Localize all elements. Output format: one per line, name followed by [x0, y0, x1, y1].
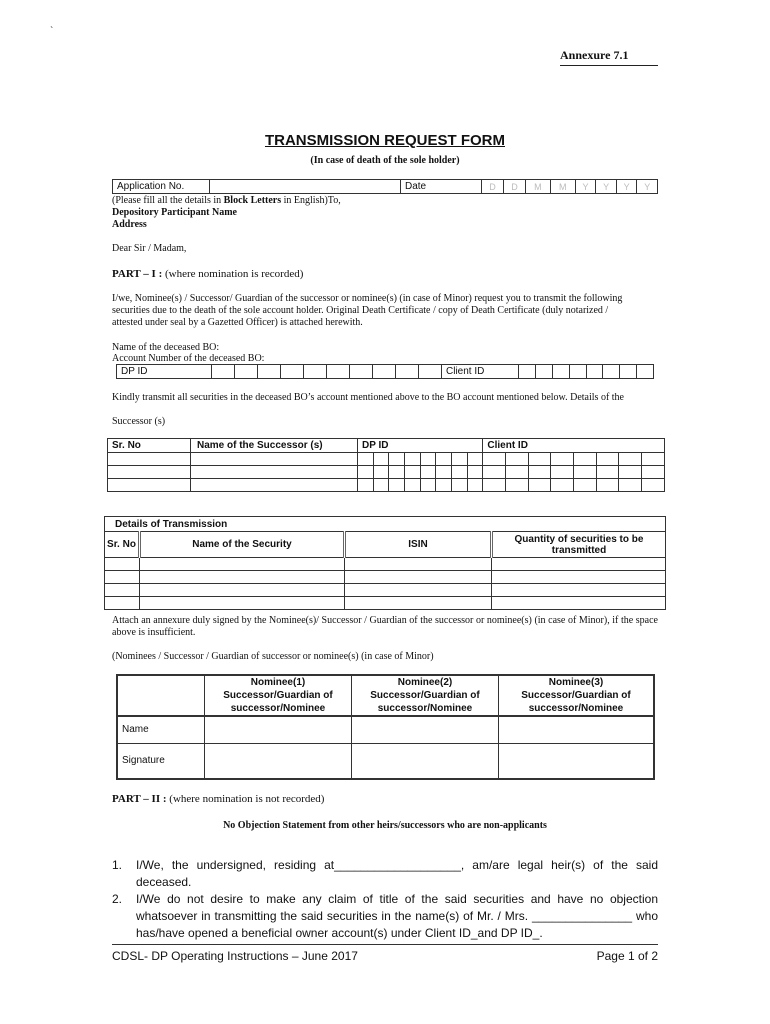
cell[interactable] — [436, 479, 452, 492]
table-row — [108, 466, 665, 479]
nominee1-header: Nominee(1) Successor/Guardian of successor/Nominee — [205, 675, 352, 716]
dp-id-box[interactable] — [258, 365, 281, 379]
signature-row-label: Signature — [117, 743, 205, 779]
cell[interactable] — [345, 597, 492, 610]
cell[interactable] — [436, 466, 452, 479]
cell[interactable] — [191, 466, 358, 479]
cell[interactable] — [389, 479, 405, 492]
cell[interactable] — [105, 584, 140, 597]
cell[interactable] — [389, 466, 405, 479]
cell[interactable] — [389, 453, 405, 466]
cell[interactable] — [420, 453, 436, 466]
client-id-box[interactable] — [519, 365, 536, 379]
deceased-account-label: Account Number of the deceased BO: — [112, 353, 265, 364]
client-id-label: Client ID — [442, 365, 519, 379]
list-item: 2. I/We do not desire to make any claim of title of the said securities and have no objection whatsoever in transmitting the said securities in the name(s) of Mr. / Mrs. _______________ who has/have opened a beneficial owner account(s) under Client ID_and DP ID_. — [112, 892, 658, 940]
client-id-box[interactable] — [569, 365, 586, 379]
nominee3-header: Nominee(3) Successor/Guardian of successor/Nominee — [499, 675, 655, 716]
client-id-box[interactable] — [586, 365, 603, 379]
cell[interactable] — [140, 558, 345, 571]
cell[interactable] — [641, 453, 664, 466]
col-sr-no: Sr. No — [108, 439, 191, 453]
table-row — [105, 571, 666, 584]
cell[interactable] — [492, 597, 666, 610]
cell[interactable] — [140, 597, 345, 610]
table-row — [105, 584, 666, 597]
cell[interactable] — [373, 479, 389, 492]
table-row — [105, 597, 666, 610]
kindly-transmit-text: Kindly transmit all securities in the deceased BO’s account mentioned above to the BO account mentioned below. Details of the — [112, 392, 624, 403]
cell[interactable] — [551, 453, 574, 466]
cell[interactable] — [528, 453, 551, 466]
part1-heading: PART – I : (where nomination is recorded) — [112, 268, 304, 280]
cell[interactable] — [191, 453, 358, 466]
successor-table — [107, 438, 665, 492]
cell[interactable] — [551, 479, 574, 492]
dp-id-box[interactable] — [212, 365, 235, 379]
nominee3-name-field[interactable] — [499, 716, 655, 743]
successors-label: Successor (s) — [112, 416, 166, 427]
table-row — [105, 558, 666, 571]
stray-mark: ` — [50, 26, 54, 37]
cell[interactable] — [467, 479, 483, 492]
cell[interactable] — [436, 453, 452, 466]
cell[interactable] — [105, 571, 140, 584]
cell[interactable] — [420, 466, 436, 479]
cell[interactable] — [483, 453, 506, 466]
cell[interactable] — [641, 479, 664, 492]
nominee2-header: Nominee(2) Successor/Guardian of successor/Nominee — [352, 675, 499, 716]
cell[interactable] — [574, 453, 597, 466]
cell[interactable] — [345, 571, 492, 584]
application-no-field[interactable] — [210, 180, 401, 194]
col-client-id: Client ID — [483, 439, 665, 453]
col-sr-no: Sr. No — [105, 532, 140, 558]
cell[interactable] — [405, 453, 421, 466]
form-subtitle: (In case of death of the sole holder) — [310, 155, 460, 166]
cell[interactable] — [528, 479, 551, 492]
dp-id-box[interactable] — [327, 365, 350, 379]
cell[interactable] — [405, 466, 421, 479]
cell[interactable] — [373, 453, 389, 466]
cell[interactable] — [619, 453, 642, 466]
fill-instruction: (Please fill all the details in Block Letters in English)To, — [112, 195, 341, 206]
col-isin: ISIN — [345, 532, 492, 558]
cell[interactable] — [191, 479, 358, 492]
dp-id-box[interactable] — [373, 365, 396, 379]
cell[interactable] — [528, 466, 551, 479]
date-box-m2[interactable]: M — [550, 180, 575, 194]
dp-name-label: Depository Participant Name — [112, 207, 237, 218]
cell[interactable] — [140, 584, 345, 597]
cell[interactable] — [492, 558, 666, 571]
cell[interactable] — [492, 571, 666, 584]
cell[interactable] — [108, 479, 191, 492]
col-dp-id: DP ID — [358, 439, 483, 453]
cell[interactable] — [373, 466, 389, 479]
cell[interactable] — [452, 453, 468, 466]
nominee1-name-field[interactable] — [205, 716, 352, 743]
dp-id-box[interactable] — [350, 365, 373, 379]
cell[interactable] — [619, 466, 642, 479]
footer-doc-title: CDSL- DP Operating Instructions – June 2017 — [112, 949, 358, 963]
no-objection-statement: No Objection Statement from other heirs/successors who are non-applicants — [223, 820, 547, 831]
name-row-label: Name — [117, 716, 205, 743]
nominee-table — [116, 674, 655, 780]
nominee3-signature-field[interactable] — [499, 743, 655, 779]
cell[interactable] — [345, 584, 492, 597]
nominee2-signature-field[interactable] — [352, 743, 499, 779]
dp-id-label: DP ID — [117, 365, 212, 379]
client-id-box[interactable] — [637, 365, 654, 379]
form-title: TRANSMISSION REQUEST FORM — [264, 132, 505, 149]
col-successor-name: Name of the Successor (s) — [191, 439, 358, 453]
client-id-box[interactable] — [535, 365, 552, 379]
cell[interactable] — [596, 453, 619, 466]
cell[interactable] — [506, 453, 529, 466]
cell[interactable] — [140, 571, 345, 584]
date-box-y1[interactable]: Y — [575, 180, 596, 194]
application-row — [112, 179, 658, 194]
cell[interactable] — [492, 584, 666, 597]
cell[interactable] — [105, 558, 140, 571]
cell[interactable] — [641, 466, 664, 479]
cell[interactable] — [358, 466, 374, 479]
dp-id-box[interactable] — [304, 365, 327, 379]
list-item: 1. I/We, the undersigned, residing at___________________, am/are legal heir(s) of the said deceased. — [112, 858, 658, 889]
date-box-y2[interactable]: Y — [596, 180, 617, 194]
cell[interactable] — [105, 597, 140, 610]
client-id-box[interactable] — [552, 365, 569, 379]
nominee2-name-field[interactable] — [352, 716, 499, 743]
deceased-account-boxes — [116, 364, 654, 379]
address-label: Address — [112, 219, 147, 230]
dp-id-box[interactable] — [396, 365, 419, 379]
annexure-label: Annexure 7.1 — [560, 48, 658, 66]
date-label: Date — [401, 180, 482, 194]
cell[interactable] — [574, 479, 597, 492]
blank-corner — [117, 675, 205, 716]
date-box-m1[interactable]: M — [525, 180, 550, 194]
cell[interactable] — [483, 466, 506, 479]
table-row — [108, 453, 665, 466]
cell[interactable] — [108, 466, 191, 479]
client-id-box[interactable] — [620, 365, 637, 379]
cell[interactable] — [108, 453, 191, 466]
cell[interactable] — [358, 479, 374, 492]
cell[interactable] — [452, 479, 468, 492]
transmission-table — [104, 516, 666, 610]
client-id-box[interactable] — [603, 365, 620, 379]
cell[interactable] — [467, 453, 483, 466]
nominee-note: (Nominees / Successor / Guardian of successor or nominee(s) (in case of Minor) — [112, 651, 434, 662]
footer-page-number: Page 1 of 2 — [596, 949, 658, 963]
col-quantity: Quantity of securities to be transmitted — [492, 532, 666, 558]
application-no-label: Application No. — [113, 180, 210, 194]
cell[interactable] — [358, 453, 374, 466]
transmission-caption: Details of Transmission — [105, 517, 666, 532]
cell[interactable] — [596, 466, 619, 479]
part1-paragraph: I/we, Nominee(s) / Successor/ Guardian of the successor or nominee(s) (in case of Minor) request you to transmit the following securities due to the death of the sole account holder. Original Death Certificate / copy of Death Certificate (duly notarized / attested under seal by a Gazetted Officer) is attached herewith. — [112, 293, 623, 328]
cell[interactable] — [420, 479, 436, 492]
annexure-note: Attach an annexure duly signed by the Nominee(s)/ Successor / Guardian of the successor or nominee(s) (in case of Minor), if the space above is insufficient. — [112, 615, 658, 638]
cell[interactable] — [619, 479, 642, 492]
page-footer — [112, 944, 658, 963]
nominee1-signature-field[interactable] — [205, 743, 352, 779]
cell[interactable] — [405, 479, 421, 492]
dp-id-box[interactable] — [281, 365, 304, 379]
col-security-name: Name of the Security — [140, 532, 345, 558]
date-box-d1[interactable]: D — [482, 180, 504, 194]
cell[interactable] — [452, 466, 468, 479]
table-row — [108, 479, 665, 492]
cell[interactable] — [345, 558, 492, 571]
cell[interactable] — [596, 479, 619, 492]
date-box-y4[interactable]: Y — [637, 180, 658, 194]
cell[interactable] — [483, 479, 506, 492]
dp-id-box[interactable] — [419, 365, 442, 379]
cell[interactable] — [467, 466, 483, 479]
salutation: Dear Sir / Madam, — [112, 243, 187, 254]
part2-heading: PART – II : (where nomination is not recorded) — [112, 793, 325, 805]
date-box-y3[interactable]: Y — [616, 180, 637, 194]
cell[interactable] — [506, 466, 529, 479]
cell[interactable] — [574, 466, 597, 479]
cell[interactable] — [506, 479, 529, 492]
dp-id-box[interactable] — [235, 365, 258, 379]
deceased-name-label: Name of the deceased BO: — [112, 342, 220, 353]
cell[interactable] — [551, 466, 574, 479]
date-box-d2[interactable]: D — [503, 180, 525, 194]
declaration-list — [112, 857, 658, 942]
